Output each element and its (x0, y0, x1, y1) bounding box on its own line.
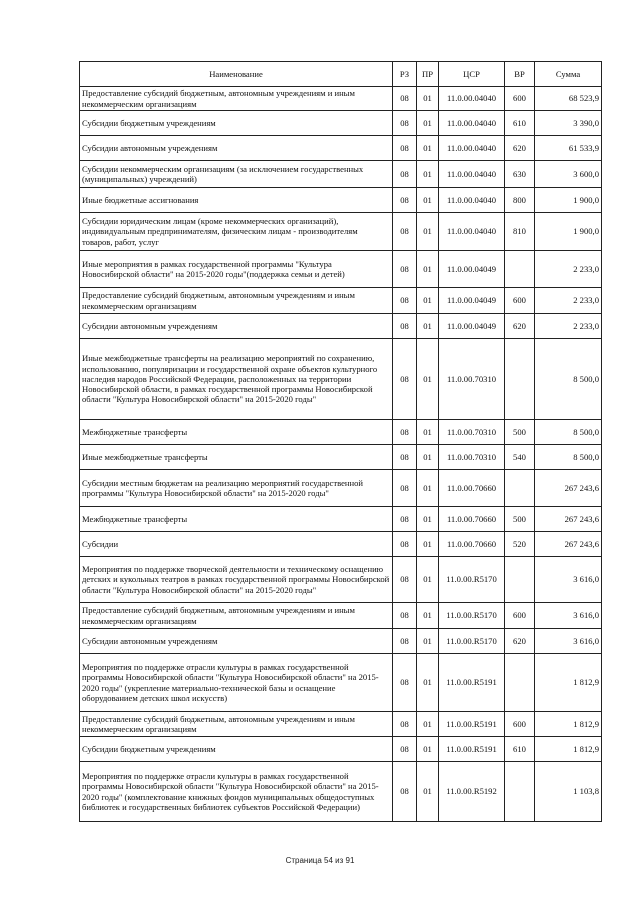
cell-name: Межбюджетные трансферты (80, 507, 393, 532)
cell-rz: 08 (393, 445, 417, 470)
cell-pr: 01 (417, 188, 439, 213)
cell-sum: 68 523,9 (535, 87, 602, 111)
cell-pr: 01 (417, 420, 439, 445)
cell-pr: 01 (417, 507, 439, 532)
cell-pr: 01 (417, 532, 439, 557)
cell-sum: 1 812,9 (535, 737, 602, 762)
cell-name: Субсидии бюджетным учреждениям (80, 737, 393, 762)
cell-name: Субсидии автономным учреждениям (80, 136, 393, 161)
cell-pr: 01 (417, 603, 439, 629)
cell-csr: 11.0.00.04040 (439, 136, 505, 161)
cell-csr: 11.0.00.70310 (439, 420, 505, 445)
cell-name: Субсидии некоммерческим организациям (за исключением государственных (муниципальных) учреждений) (80, 161, 393, 188)
cell-csr: 11.0.00.04049 (439, 288, 505, 314)
cell-rz: 08 (393, 629, 417, 654)
cell-sum: 1 103,8 (535, 762, 602, 822)
table-row (80, 288, 602, 314)
cell-csr: 11.0.00.70310 (439, 339, 505, 420)
cell-csr: 11.0.00.04040 (439, 188, 505, 213)
header-rz: РЗ (393, 62, 417, 87)
cell-vr: 620 (505, 314, 535, 339)
cell-csr: 11.0.00.R5191 (439, 654, 505, 712)
table-row (80, 136, 602, 161)
cell-name: Предоставление субсидий бюджетным, автономным учреждениям и иным некоммерческим организациям (80, 603, 393, 629)
table-row (80, 737, 602, 762)
cell-vr: 620 (505, 136, 535, 161)
cell-vr: 610 (505, 737, 535, 762)
cell-sum: 1 900,0 (535, 188, 602, 213)
cell-pr: 01 (417, 339, 439, 420)
cell-name: Мероприятия по поддержке отрасли культуры в рамках государственной программы Новосибирской области "Культура Новосибирской области" на 2015-2020 годы" (комплектование книжных фондов муниципальных общедоступных библиотек и государственных библиотек субъектов Российской Федерации) (80, 762, 393, 822)
cell-vr: 500 (505, 420, 535, 445)
cell-rz: 08 (393, 288, 417, 314)
cell-csr: 11.0.00.R5170 (439, 557, 505, 603)
cell-csr: 11.0.00.R5191 (439, 712, 505, 737)
cell-csr: 11.0.00.04040 (439, 161, 505, 188)
cell-sum: 8 500,0 (535, 445, 602, 470)
cell-rz: 08 (393, 188, 417, 213)
header-pr: ПР (417, 62, 439, 87)
cell-vr: 810 (505, 213, 535, 251)
cell-pr: 01 (417, 470, 439, 507)
cell-vr: 630 (505, 161, 535, 188)
cell-vr (505, 557, 535, 603)
cell-rz: 08 (393, 111, 417, 136)
cell-pr: 01 (417, 445, 439, 470)
cell-pr: 01 (417, 737, 439, 762)
table-row (80, 470, 602, 507)
cell-pr: 01 (417, 762, 439, 822)
cell-csr: 11.0.00.70660 (439, 507, 505, 532)
cell-vr: 600 (505, 288, 535, 314)
cell-rz: 08 (393, 161, 417, 188)
cell-csr: 11.0.00.R5191 (439, 737, 505, 762)
cell-name: Субсидии юридическим лицам (кроме некоммерческих организаций), индивидуальным предпринимателям, физическим лицам - производителям товаров, работ, услуг (80, 213, 393, 251)
cell-vr: 500 (505, 507, 535, 532)
cell-rz: 08 (393, 507, 417, 532)
cell-name: Иные мероприятия в рамках государственной программы "Культура Новосибирской области" на 2015-2020 годы"(поддержка семьи и детей) (80, 251, 393, 288)
header-csr: ЦСР (439, 62, 505, 87)
table-row (80, 557, 602, 603)
cell-pr: 01 (417, 136, 439, 161)
table-body (80, 87, 602, 822)
cell-vr: 620 (505, 629, 535, 654)
table-row (80, 111, 602, 136)
cell-vr (505, 654, 535, 712)
cell-csr: 11.0.00.04049 (439, 314, 505, 339)
cell-rz: 08 (393, 737, 417, 762)
cell-vr (505, 470, 535, 507)
header-name: Наименование (80, 62, 393, 87)
cell-rz: 08 (393, 251, 417, 288)
table-row (80, 654, 602, 712)
cell-csr: 11.0.00.04049 (439, 251, 505, 288)
cell-vr: 600 (505, 87, 535, 111)
cell-sum: 267 243,6 (535, 470, 602, 507)
cell-pr: 01 (417, 251, 439, 288)
cell-rz: 08 (393, 420, 417, 445)
cell-rz: 08 (393, 532, 417, 557)
cell-csr: 11.0.00.04040 (439, 213, 505, 251)
cell-name: Субсидии автономным учреждениям (80, 629, 393, 654)
cell-csr: 11.0.00.70310 (439, 445, 505, 470)
cell-name: Предоставление субсидий бюджетным, автономным учреждениям и иным некоммерческим организациям (80, 87, 393, 111)
cell-sum: 8 500,0 (535, 420, 602, 445)
cell-name: Субсидии местным бюджетам на реализацию мероприятий государственной программы "Культура Новосибирской области" на 2015-2020 годы" (80, 470, 393, 507)
table-row (80, 603, 602, 629)
cell-sum: 61 533,9 (535, 136, 602, 161)
cell-rz: 08 (393, 213, 417, 251)
cell-csr: 11.0.00.70660 (439, 470, 505, 507)
table-row (80, 507, 602, 532)
cell-name: Предоставление субсидий бюджетным, автономным учреждениям и иным некоммерческим организациям (80, 288, 393, 314)
cell-name: Иные межбюджетные трансферты (80, 445, 393, 470)
cell-rz: 08 (393, 762, 417, 822)
cell-sum: 267 243,6 (535, 507, 602, 532)
cell-sum: 1 812,9 (535, 712, 602, 737)
cell-csr: 11.0.00.R5170 (439, 629, 505, 654)
cell-vr: 600 (505, 603, 535, 629)
cell-sum: 3 600,0 (535, 161, 602, 188)
cell-sum: 2 233,0 (535, 314, 602, 339)
cell-pr: 01 (417, 213, 439, 251)
cell-csr: 11.0.00.04040 (439, 111, 505, 136)
cell-sum: 2 233,0 (535, 288, 602, 314)
cell-rz: 08 (393, 654, 417, 712)
cell-vr (505, 339, 535, 420)
cell-rz: 08 (393, 603, 417, 629)
table-row (80, 161, 602, 188)
cell-name: Межбюджетные трансферты (80, 420, 393, 445)
header-vr: ВР (505, 62, 535, 87)
cell-csr: 11.0.00.R5192 (439, 762, 505, 822)
cell-pr: 01 (417, 712, 439, 737)
cell-sum: 267 243,6 (535, 532, 602, 557)
table-row (80, 213, 602, 251)
table-row (80, 420, 602, 445)
cell-vr (505, 762, 535, 822)
header-sum: Сумма (535, 62, 602, 87)
cell-csr: 11.0.00.70660 (439, 532, 505, 557)
cell-rz: 08 (393, 712, 417, 737)
cell-pr: 01 (417, 557, 439, 603)
cell-sum: 1 812,9 (535, 654, 602, 712)
cell-vr: 600 (505, 712, 535, 737)
cell-name: Иные межбюджетные трансферты на реализацию мероприятий по сохранению, использованию, популяризации и государственной охране объектов культурного наследия народов Российской Федерации, расположенных на территории Новосибирской области, в рамках государственной программы Новосибирской области "Культура Новосибирской области" на 2015-2020 годы" (80, 339, 393, 420)
table-row (80, 87, 602, 111)
table-row (80, 762, 602, 822)
cell-name: Мероприятия по поддержке отрасли культуры в рамках государственной программы Новосибирской области "Культура Новосибирской области" на 2015-2020 годы" (укрепление материально-технической базы и оснащение оборудованием детских школ искусств) (80, 654, 393, 712)
table-header-row (80, 62, 602, 87)
cell-name: Иные бюджетные ассигнования (80, 188, 393, 213)
cell-rz: 08 (393, 557, 417, 603)
cell-sum: 3 616,0 (535, 557, 602, 603)
cell-csr: 11.0.00.04040 (439, 87, 505, 111)
cell-name: Мероприятия по поддержке творческой деятельности и техническому оснащению детских и кукольных театров в рамках государственной программы Новосибирской области "Культура Новосибирской области" на 2015-2020 годы" (80, 557, 393, 603)
cell-pr: 01 (417, 654, 439, 712)
table-row (80, 532, 602, 557)
budget-table (79, 61, 602, 822)
cell-rz: 08 (393, 339, 417, 420)
cell-name: Субсидии бюджетным учреждениям (80, 111, 393, 136)
cell-rz: 08 (393, 136, 417, 161)
table-row (80, 314, 602, 339)
cell-name: Предоставление субсидий бюджетным, автономным учреждениям и иным некоммерческим организациям (80, 712, 393, 737)
cell-sum: 3 616,0 (535, 629, 602, 654)
cell-name: Субсидии автономным учреждениям (80, 314, 393, 339)
cell-rz: 08 (393, 314, 417, 339)
cell-vr: 800 (505, 188, 535, 213)
cell-sum: 3 616,0 (535, 603, 602, 629)
cell-pr: 01 (417, 288, 439, 314)
cell-vr (505, 251, 535, 288)
table-row (80, 629, 602, 654)
cell-vr: 540 (505, 445, 535, 470)
cell-sum: 8 500,0 (535, 339, 602, 420)
table-row (80, 445, 602, 470)
table-row (80, 188, 602, 213)
table-row (80, 712, 602, 737)
page-number: Страница 54 из 91 (285, 856, 355, 865)
table-row (80, 339, 602, 420)
cell-pr: 01 (417, 161, 439, 188)
cell-sum: 3 390,0 (535, 111, 602, 136)
cell-pr: 01 (417, 314, 439, 339)
table-row (80, 251, 602, 288)
cell-csr: 11.0.00.R5170 (439, 603, 505, 629)
cell-rz: 08 (393, 87, 417, 111)
cell-vr: 520 (505, 532, 535, 557)
cell-pr: 01 (417, 629, 439, 654)
cell-name: Субсидии (80, 532, 393, 557)
cell-vr: 610 (505, 111, 535, 136)
cell-sum: 1 900,0 (535, 213, 602, 251)
cell-rz: 08 (393, 470, 417, 507)
cell-sum: 2 233,0 (535, 251, 602, 288)
cell-pr: 01 (417, 87, 439, 111)
cell-pr: 01 (417, 111, 439, 136)
